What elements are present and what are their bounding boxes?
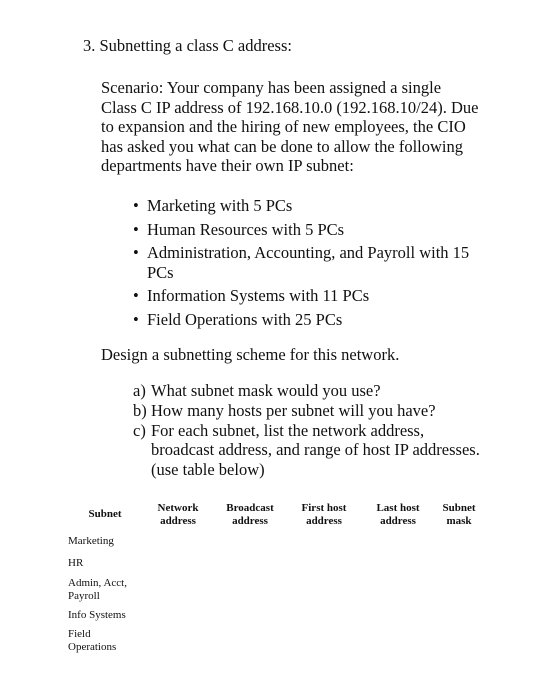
table-header-first-host [294,502,354,528]
table-header-network [150,502,206,528]
scenario-line: Class C IP address of 192.168.10.0 (192.168.10/24). Due [101,97,479,117]
question-text: (use table below) [151,460,265,480]
row-label-text: Admin, Acct, [68,577,127,589]
header-line: Last host [376,502,420,514]
row-label-text: HR [68,557,84,569]
row-label-text: Marketing [68,535,114,547]
department-text: Field Operations with 25 PCs [147,309,343,329]
table-row-label [68,628,116,654]
header-line: Network [157,502,199,514]
bullet-icon: • [133,196,139,215]
department-item [133,243,513,282]
header-line: mask [446,515,472,527]
design-prompt: Design a subnetting scheme for this network. [101,345,400,364]
table-row-label [68,577,127,603]
header-line: address [232,515,268,527]
question-item [133,381,523,401]
question-list [133,381,523,480]
row-label-text: Field [68,628,91,640]
department-text: Information Systems with 11 PCs [147,286,370,305]
question-text: How many hosts per subnet will you have? [151,400,436,420]
scenario-line: to expansion and the hiring of new employees, the CIO [101,117,466,136]
table-row-label [68,557,83,570]
department-item [133,310,513,330]
question-heading: 3. Subnetting a class C address: [83,36,292,55]
row-label-text: Payroll [68,590,100,602]
table-row-label [68,535,114,548]
question-letter: c) [133,420,146,440]
question-letter: b) [133,400,147,420]
header-line: Broadcast [226,502,274,514]
scenario-paragraph [101,78,521,176]
scenario-line: departments have their own IP subnet: [101,156,354,175]
header-line: First host [301,502,347,514]
question-text: What subnet mask would you use? [151,381,381,400]
department-item [133,220,513,240]
department-text: Human Resources with 5 PCs [147,219,345,239]
department-text: Marketing with 5 PCs [147,196,293,215]
question-text: For each subnet, list the network address, [151,420,425,440]
header-line: address [380,515,416,527]
department-item [133,196,513,216]
row-label-text: Info Systems [68,609,126,621]
table-header-subnet: Subnet [88,508,122,520]
question-item [133,421,523,480]
scenario-line: has asked you what can be done to allow the following [101,136,463,156]
header-line: address [306,515,342,527]
table-row-label [68,609,126,622]
header-line: address [160,515,196,527]
question-item [133,401,523,421]
department-text-continued: PCs [147,262,174,282]
bullet-icon: • [133,286,139,305]
bullet-icon: • [133,243,139,262]
bullet-icon: • [133,309,139,329]
table-header-last-host [368,502,428,528]
bullet-icon: • [133,219,139,239]
department-item [133,286,513,306]
question-letter: a) [133,381,146,400]
department-list [133,196,513,333]
question-text: broadcast address, and range of host IP addresses. [151,440,480,460]
header-line: Subnet [442,502,476,514]
table-header-broadcast [220,502,280,528]
scenario-line: Scenario: Your company has been assigned a single [101,78,442,97]
row-label-text: Operations [68,641,117,653]
table-header-mask [434,502,484,528]
department-text: Administration, Accounting, and Payroll with 15 [147,243,470,262]
